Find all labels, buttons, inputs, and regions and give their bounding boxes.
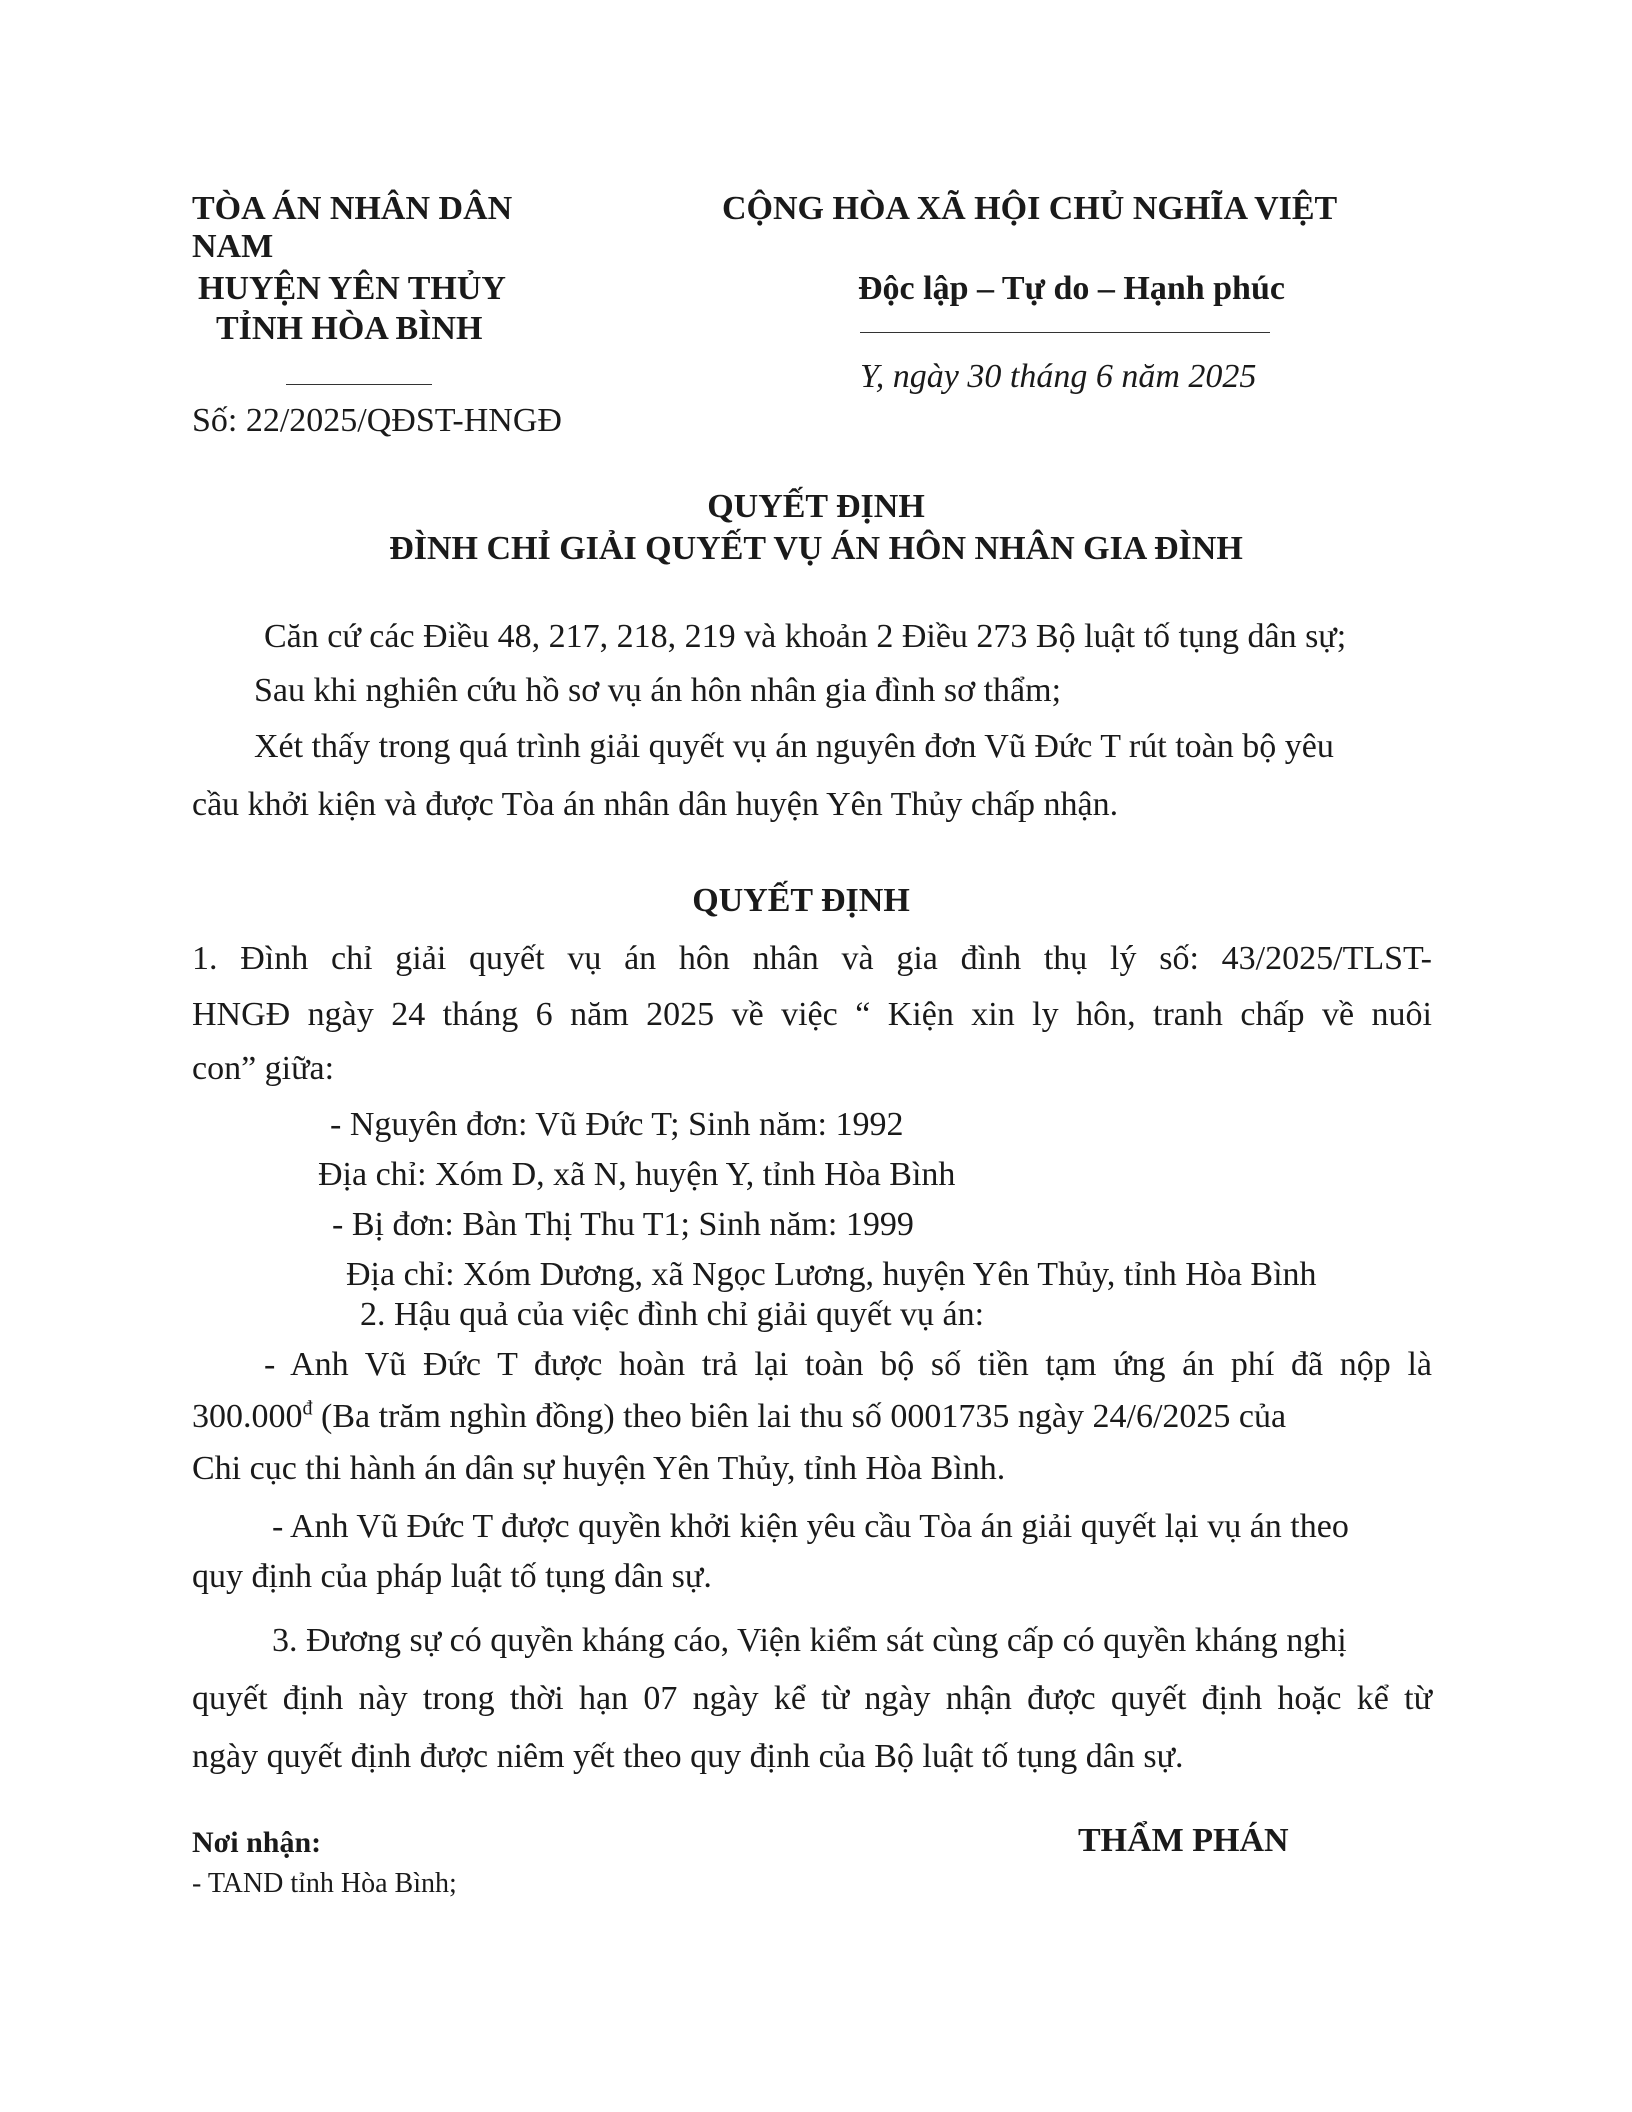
recipient-item: - TAND tỉnh Hòa Bình; xyxy=(192,1868,457,1899)
signer-title: THẨM PHÁN xyxy=(1078,1822,1289,1859)
document-number: Số: 22/2025/QĐST-HNGĐ xyxy=(192,402,562,439)
item2-heading: 2. Hậu quả của việc đình chỉ giải quyết vụ án: xyxy=(360,1296,985,1333)
preamble-legal-basis: Căn cứ các Điều 48, 217, 218, 219 và khoản 2 Điều 273 Bộ luật tố tụng dân sự; xyxy=(264,618,1347,655)
fee-currency: đ xyxy=(302,1397,313,1420)
court-province: TỈNH HÒA BÌNH xyxy=(216,310,483,347)
item2-a-line2 xyxy=(192,1398,1432,1436)
court-name-line1: TÒA ÁN NHÂN DÂN xyxy=(192,190,513,227)
item2-a-line3: Chi cục thi hành án dân sự huyện Yên Thủy, tỉnh Hòa Bình. xyxy=(192,1450,1006,1487)
plaintiff-address: Địa chỉ: Xóm D, xã N, huyện Y, tỉnh Hòa Bình xyxy=(318,1156,956,1193)
preamble-review: Sau khi nghiên cứu hồ sơ vụ án hôn nhân gia đình sơ thẩm; xyxy=(254,672,1062,709)
decision-heading: QUYẾT ĐỊNH xyxy=(692,882,910,919)
fee-receipt: (Ba trăm nghìn đồng) theo biên lai thu số 0001735 ngày 24/6/2025 của xyxy=(312,1398,1287,1435)
republic-name: CỘNG HÒA XÃ HỘI CHỦ NGHĨA VIỆT xyxy=(722,190,1338,227)
header-right-rule xyxy=(860,332,1270,333)
court-district: HUYỆN YÊN THỦY xyxy=(198,270,506,307)
place-date: Y, ngày 30 tháng 6 năm 2025 xyxy=(860,358,1257,395)
header-left-rule xyxy=(286,384,432,385)
preamble-finding-line2: cầu khởi kiện và được Tòa án nhân dân huyện Yên Thủy chấp nhận. xyxy=(192,786,1119,823)
item3-line2: quyết định này trong thời hạn 07 ngày kể từ ngày nhận được quyết định hoặc kể từ xyxy=(192,1680,1432,1717)
item2-b-line1: - Anh Vũ Đức T được quyền khởi kiện yêu cầu Tòa án giải quyết lại vụ án theo xyxy=(272,1508,1349,1545)
item3-line3: ngày quyết định được niêm yết theo quy định của Bộ luật tố tụng dân sự. xyxy=(192,1738,1184,1775)
court-name-line1b: NAM xyxy=(192,228,274,265)
item2-a-line1: - Anh Vũ Đức T được hoàn trả lại toàn bộ số tiền tạm ứng án phí đã nộp là xyxy=(264,1346,1432,1383)
title-decision: QUYẾT ĐỊNH xyxy=(707,488,925,525)
defendant-address: Địa chỉ: Xóm Dương, xã Ngọc Lương, huyện Yên Thủy, tỉnh Hòa Bình xyxy=(346,1256,1317,1293)
title-subject: ĐÌNH CHỈ GIẢI QUYẾT VỤ ÁN HÔN NHÂN GIA ĐÌNH xyxy=(389,530,1243,567)
item1-line3: con” giữa: xyxy=(192,1050,335,1087)
preamble-finding-line1: Xét thấy trong quá trình giải quyết vụ án nguyên đơn Vũ Đức T rút toàn bộ yêu xyxy=(254,728,1334,765)
item1-line1: 1. Đình chỉ giải quyết vụ án hôn nhân và gia đình thụ lý số: 43/2025/TLST- xyxy=(192,940,1432,977)
national-motto: Độc lập – Tự do – Hạnh phúc xyxy=(858,270,1285,307)
defendant-info: - Bị đơn: Bàn Thị Thu T1; Sinh năm: 1999 xyxy=(332,1206,914,1243)
plaintiff-info: - Nguyên đơn: Vũ Đức T; Sinh năm: 1992 xyxy=(330,1106,904,1143)
item2-b-line2: quy định của pháp luật tố tụng dân sự. xyxy=(192,1558,712,1595)
item1-line2: HNGĐ ngày 24 tháng 6 năm 2025 về việc “ Kiện xin ly hôn, tranh chấp về nuôi xyxy=(192,996,1432,1033)
recipients-label: Nơi nhận: xyxy=(192,1826,322,1859)
fee-amount: 300.000 xyxy=(192,1398,303,1435)
item3-line1: 3. Đương sự có quyền kháng cáo, Viện kiểm sát cùng cấp có quyền kháng nghị xyxy=(272,1622,1347,1659)
